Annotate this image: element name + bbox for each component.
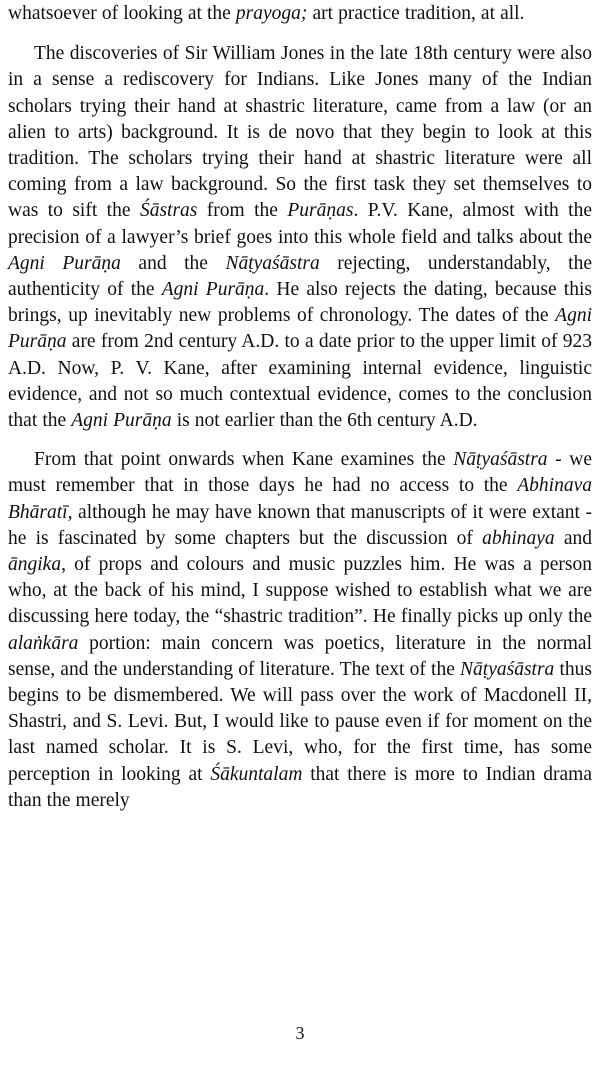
text-run: from the <box>197 200 288 222</box>
italic-term: alaṅkāra <box>8 632 79 654</box>
italic-term: Agni Purāṇa <box>161 279 265 301</box>
text-run: thus begins to be dismembered. We will pass over the work of Macdonell II, Shastri, and S. Levi. But, I would like to pause even if for moment on the last named scholar. It is S. Levi, who, for the first time, has some perception in looking at <box>8 658 592 785</box>
text-run: - we must remember that in those days he had no access to the <box>8 449 592 497</box>
italic-term: prayoga; <box>235 3 308 24</box>
italic-term: Nāṭyaśāstra <box>460 658 555 680</box>
paragraph-kane-natyasastra <box>8 447 592 814</box>
italic-term: Śāstras <box>139 200 198 222</box>
text-run: rejecting, understandably, the authenticity of the <box>8 252 592 301</box>
text-run: and <box>554 527 592 549</box>
text-run: art practice tradition, at all. <box>307 3 525 24</box>
paragraph-william-jones <box>8 41 592 434</box>
text-run: The discoveries of Sir William Jones in the late 18th century were also in a sense a rediscovery for Indians. Like Jones many of the Indian scholars trying their hand at shastric literature, came from a law (or an alien to arts) background. It is de novo that they begin to look at this tradition. The scholars trying their hand at shastric literature were all coming from a law background. So the first task they set themselves to was to sift the <box>8 43 592 222</box>
text-run: that there is more to Indian drama than the merely <box>8 763 593 811</box>
italic-term: Nāṭyaśāstra <box>453 449 548 471</box>
italic-term: abhinaya <box>482 527 555 549</box>
italic-term: Purāṇas <box>287 200 354 222</box>
text-run: , although he may have known that manuscripts of it were extant - he is fascinated by some chapters but the discussion of <box>8 501 592 549</box>
text-run: is not earlier than the 6th century A.D. <box>171 410 478 432</box>
text-run: , of props and colours and music puzzles him. He was a person who, at the back of his mind, I suppose wished to establish what we are discussing here today, the “shastric tradition”. He finally picks up only the <box>8 554 592 628</box>
italic-term: Agni Purāṇa <box>8 305 592 353</box>
text-run: From that point onwards when Kane examines the <box>34 449 454 471</box>
text-run: portion: main concern was poetics, literature in the normal sense, and the understanding of literature. The text of the <box>8 632 592 680</box>
paragraph-continuation <box>8 1 592 27</box>
italic-term: Abhinava Bhāratī <box>8 475 592 523</box>
text-run: and the <box>120 252 226 274</box>
text-run: whatsoever of looking at the <box>8 3 236 24</box>
text-run: . P.V. Kane, almost with the precision of a lawyer’s brief goes into this whole field and talks about the <box>8 200 592 248</box>
document-page <box>8 1 592 1069</box>
text-run: . He also rejects the dating, because this brings, up inevitably new problems of chronology. The dates of the <box>8 279 592 327</box>
italic-term: Agni Purāṇa <box>71 410 172 432</box>
italic-term: Śākuntalam <box>210 763 303 785</box>
italic-term: Agni Purāṇa <box>8 252 121 274</box>
italic-term: Nāṭyaśāstra <box>225 252 320 274</box>
text-run: are from 2nd century A.D. to a date prior to the upper limit of 923 A.D. Now, P. V. Kane, after examining internal evidence, linguistic evidence, and not so much contextual evidence, comes to the conclusion that the <box>8 331 592 432</box>
italic-term: āngika <box>8 554 62 576</box>
page-number: 3 <box>295 1023 305 1043</box>
